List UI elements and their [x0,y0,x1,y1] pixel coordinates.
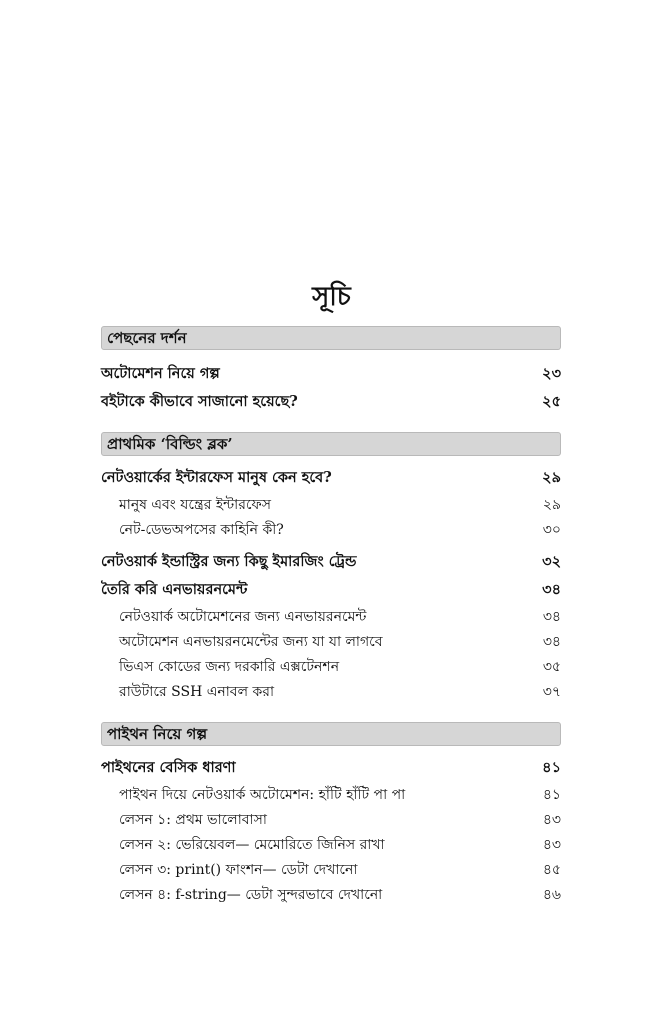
toc-entry-title: অটোমেশন নিয়ে গল্প [101,365,220,382]
toc-entry-title: বইটাকে কীভাবে সাজানো হয়েছে? [101,393,298,410]
toc-subentry[interactable] [119,681,561,703]
toc-entry-title: তৈরি করি এনভায়রনমেন্ট [101,581,248,598]
toc-subentry[interactable] [119,884,561,906]
toc-entry-page: ৩৭ [542,684,561,700]
toc-entry[interactable] [101,552,561,574]
toc-entry[interactable] [101,392,561,414]
toc-entry-page: ৪৩ [542,812,561,828]
toc-entry-title: নেটওয়ার্ক অটোমেশনের জন্য এনভায়রনমেন্ট [119,609,367,625]
toc-entry-title: নেটওয়ার্ক ইন্ডাস্ট্রির জন্য কিছু ইমারজিং ট্রেন্ড [101,553,357,570]
toc-entry-page: ৪৬ [542,887,561,903]
toc-entry[interactable] [101,758,561,780]
toc-entry-page: ৩৪ [542,634,561,650]
toc-entry-title: ভিএস কোডের জন্য দরকারি এক্সটেনশন [119,659,340,675]
section-heading: পেছনের দর্শন [101,326,561,350]
toc-subentry[interactable] [119,631,561,653]
toc-entry[interactable] [101,468,561,490]
toc-subentry[interactable] [119,606,561,628]
toc-entry-title: অটোমেশন এনভায়রনমেন্টের জন্য যা যা লাগবে [119,634,383,650]
toc-entry-title: পাইথনের বেসিক ধারণা [101,759,236,776]
toc-subentry[interactable] [119,809,561,831]
toc-entry-title: নেট-ডেভঅপসের কাহিনি কী? [119,522,284,538]
toc-entry-title: পাইথন দিয়ে নেটওয়ার্ক অটোমেশন: হাঁটি হাঁটি পা পা [119,787,406,803]
toc-subentry[interactable] [119,494,561,516]
toc-subentry[interactable] [119,519,561,541]
toc-entry-title: নেটওয়ার্কের ইন্টারফেস মানুষ কেন হবে? [101,469,332,486]
toc-entry-page: ২৯ [542,469,561,486]
toc-entry-page: ৩২ [542,553,561,570]
toc-entry-page: ৩৫ [542,659,561,675]
toc-entry-page: ৪৩ [542,837,561,853]
toc-entry-page: ২৫ [542,393,561,410]
section-heading: প্রাথমিক ‘বিল্ডিং ব্লক’ [101,432,561,456]
toc-entry-title: লেসন ১: প্রথম ভালোবাসা [119,812,267,828]
toc-entry-title: রাউটারে SSH এনাবল করা [119,684,275,700]
toc-subentry[interactable] [119,784,561,806]
toc-entry-title: লেসন ২: ভেরিয়েবল— মেমোরিতে জিনিস রাখা [119,837,385,853]
toc-subentry[interactable] [119,656,561,678]
toc-entry-title: লেসন ৪: f-string— ডেটা সুন্দরভাবে দেখানো [119,887,383,903]
toc-entry-page: ২৯ [542,497,561,513]
toc-entry-title: মানুষ এবং যন্ত্রের ইন্টারফেস [119,497,272,513]
page-title: সূচি [312,282,351,312]
section-heading: পাইথন নিয়ে গল্প [101,722,561,746]
toc-entry-page: ৪১ [542,759,561,776]
toc-entry-page: ৩৪ [542,581,561,598]
toc-entry[interactable] [101,580,561,602]
toc-subentry[interactable] [119,859,561,881]
toc-entry-page: ৩৪ [542,609,561,625]
toc-subentry[interactable] [119,834,561,856]
toc-entry-page: ২৩ [542,365,561,382]
toc-entry-title: লেসন ৩: print() ফাংশন— ডেটা দেখানো [119,862,358,878]
toc-entry-page: ৪১ [542,787,561,803]
toc-entry-page: ৩০ [542,522,561,538]
toc-entry[interactable] [101,364,561,386]
toc-entry-page: ৪৫ [542,862,561,878]
